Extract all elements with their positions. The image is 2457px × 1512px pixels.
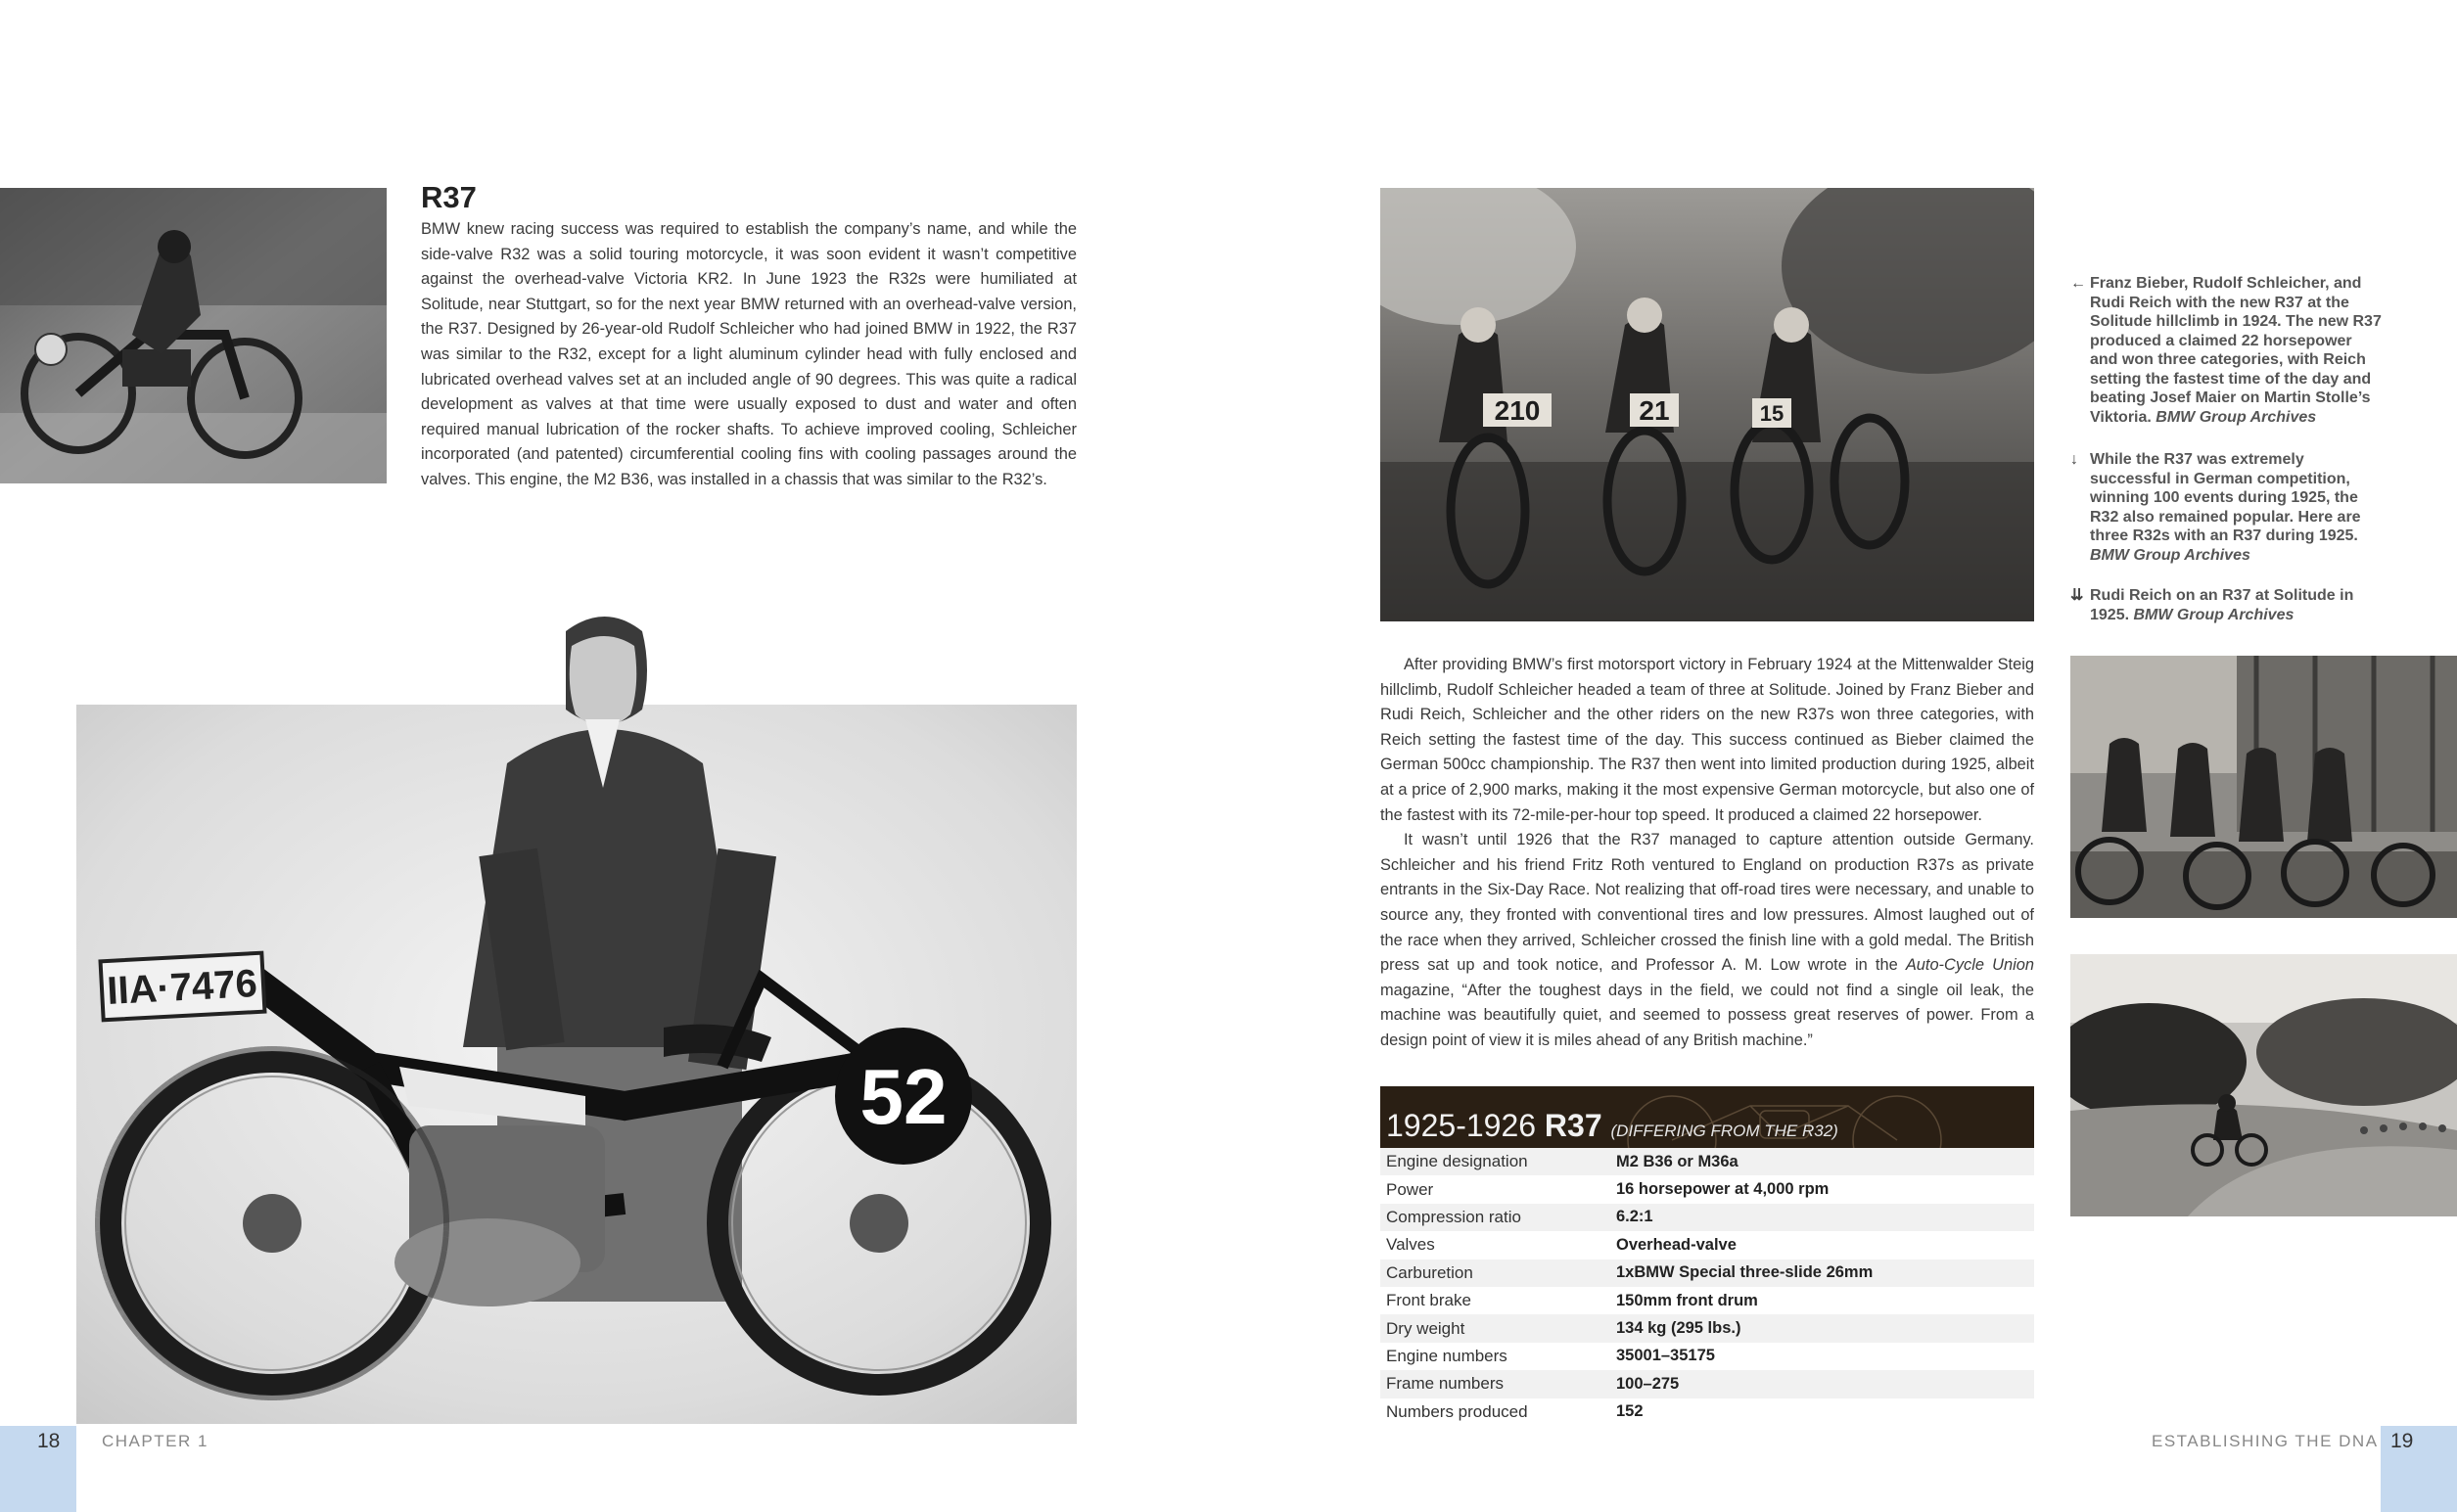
paragraph-text: magazine, “After the toughest days in the field, we could not find a single oil leak, the machine was beautifully quiet, and seemed to possess great reserves of power. From a design point of view it is miles ahead of any British machine.”	[1380, 981, 2034, 1049]
spec-row	[1380, 1148, 2034, 1175]
paragraph-solitude: After providing BMW’s first motorsport victory in February 1924 at the Mittenwalder Steig hillclimb, Rudolf Schleicher headed a team of three at Solitude. Joined by Franz Bieber and Rudi Reich, Schleicher and the other riders on the new R37s won three categories, with Reich setting the fastest time of the day. This success continued as Bieber claimed the German 500cc championship. The R37 then went into limited production during 1925, albeit at a price of 2,900 marks, making it the most expensive German motorcycle, but also one of the fastest with its 72-mile-per-hour top speed. It produced a claimed 22 horsepower.	[1380, 656, 2034, 824]
page-number-right: 19	[2390, 1430, 2414, 1452]
caption-rudi-reich	[2070, 586, 2384, 624]
double-arrow-down-icon: ⇊	[2070, 587, 2084, 604]
caption-solitude-team	[2070, 274, 2384, 427]
arrow-down-icon: ↓	[2070, 451, 2078, 468]
spec-value: 134 kg (295 lbs.)	[1616, 1319, 1741, 1338]
intro-paragraph	[421, 217, 1077, 493]
spec-row	[1380, 1204, 2034, 1231]
spec-table	[1380, 1086, 2034, 1426]
spec-row	[1380, 1370, 2034, 1397]
spec-label: Valves	[1386, 1235, 1435, 1255]
photo-credit: BMW Group Archives	[2133, 606, 2295, 623]
spec-label: Frame numbers	[1386, 1374, 1504, 1394]
spec-value: 16 horsepower at 4,000 rpm	[1616, 1180, 1830, 1199]
spec-table-title	[1386, 1108, 1838, 1144]
race-number-210: 210	[1494, 395, 1541, 426]
license-plate-text: IIA·7476	[106, 962, 258, 1013]
spec-row	[1380, 1343, 2034, 1370]
spec-table-header	[1380, 1086, 2034, 1148]
spec-value: Overhead-valve	[1616, 1235, 1737, 1254]
spec-model: R37	[1544, 1108, 1602, 1143]
race-number-15: 15	[1759, 401, 1785, 426]
photo-bieber-schleicher-reich	[1380, 188, 2034, 621]
photo-r32s-with-r37	[2070, 656, 2457, 918]
spec-row	[1380, 1231, 2034, 1259]
spec-label: Numbers produced	[1386, 1401, 1528, 1421]
spec-value: 1xBMW Special three-slide 26mm	[1616, 1263, 1874, 1282]
spec-label: Power	[1386, 1179, 1434, 1199]
spec-label: Carburetion	[1386, 1262, 1473, 1282]
magazine-title: Auto-Cycle Union	[1905, 956, 2034, 975]
photo-rudi-reich-solitude	[2070, 954, 2457, 1216]
spec-value: 100–275	[1616, 1374, 1680, 1393]
spec-value: 152	[1616, 1402, 1644, 1421]
page-number-left: 18	[37, 1430, 61, 1452]
photo-franz-bieber-racing	[0, 188, 387, 483]
caption-text: Franz Bieber, Rudolf Schleicher, and Rudi Reich with the new R37 at the Solitude hillclimb in 1924. The new R37 produced a claimed 22 horsepower and won three categories, with Reich setting the fastest time of the day and beating Josef Maier on Martin Stolle’s Viktoria.	[2090, 275, 2382, 426]
spec-row	[1380, 1287, 2034, 1314]
spec-table-body	[1380, 1148, 2034, 1426]
main-text	[1380, 653, 2034, 1054]
caption-text: While the R37 was extremely successful in German competition, winning 100 events during 1925, the R32 also remained popular. Here are three R32s with an R37 during 1925.	[2090, 451, 2361, 544]
spec-label: Dry weight	[1386, 1318, 1465, 1338]
spec-label: Engine designation	[1386, 1152, 1528, 1171]
spec-years: 1925-1926	[1386, 1108, 1537, 1143]
spec-note: (DIFFERING FROM THE R32)	[1610, 1122, 1838, 1140]
spec-value: 150mm front drum	[1616, 1291, 1758, 1309]
race-number-21: 21	[1639, 395, 1670, 426]
photo-credit: BMW Group Archives	[2156, 408, 2317, 426]
caption-r32s-1925	[2070, 450, 2384, 565]
spec-value: M2 B36 or M36a	[1616, 1152, 1738, 1170]
chapter-title-label: ESTABLISHING THE DNA	[2152, 1432, 2379, 1450]
spec-row	[1380, 1260, 2034, 1287]
arrow-left-icon: ←	[2070, 275, 2086, 292]
spec-label: Front brake	[1386, 1291, 1471, 1310]
spec-label: Compression ratio	[1386, 1207, 1521, 1226]
caption-text: Rudi Reich on an R37 at Solitude in 1925.	[2090, 587, 2354, 623]
photo-credit: BMW Group Archives	[2090, 546, 2250, 564]
race-number-text: 52	[859, 1053, 948, 1140]
spec-row	[1380, 1175, 2034, 1203]
paragraph-six-day-race	[1380, 828, 2034, 1053]
section-title: R37	[421, 180, 477, 214]
spec-row	[1380, 1314, 2034, 1342]
spec-row	[1380, 1398, 2034, 1426]
intro-paragraph-text: BMW knew racing success was required to establish the company’s name, and while the side-valve R32 was a solid touring motorcycle, it was soon evident it wasn’t competitive against the overhead-valve Victoria KR2. In June 1923 the R32s were humiliated at Solitude, near Stuttgart, so for the next year BMW returned with an overhead-valve version, the R37. Designed by 26-year-old Rudolf Schleicher who had joined BMW in 1922, the R37 was similar to the R32, except for a light aluminum cylinder head with fully enclosed and lubricated overhead valves set at an included angle of 90 degrees. This was quite a radical development as valves at that time were usually exposed to dust and water and often required manual lubrication of the rocker shafts. To achieve improved cooling, Schleicher incorporated (and patented) circumferential cooling fins with cooling passages around the valves. This engine, the M2 B36, was installed in a chassis that was similar to the R32’s.	[421, 220, 1077, 488]
paragraph-text: It wasn’t until 1926 that the R37 managed to capture attention outside Germany. Schleicher and his friend Fritz Roth ventured to England on production R37s as private entrants in the Six-Day Race. Not realizing that off-road tires were necessary, and unable to source any, they fronted with conventional tires and low pressures. Almost laughed out of the race when they arrived, Schleicher crossed the finish line with a gold medal. The British press sat up and took notice, and Professor A. M. Low wrote in the	[1380, 831, 2034, 975]
spec-value: 35001–35175	[1616, 1347, 1715, 1365]
spec-value: 6.2:1	[1616, 1208, 1653, 1226]
spec-label: Engine numbers	[1386, 1346, 1507, 1365]
photo-schleicher-with-r37	[76, 519, 1077, 1424]
chapter-label: CHAPTER 1	[102, 1432, 209, 1450]
